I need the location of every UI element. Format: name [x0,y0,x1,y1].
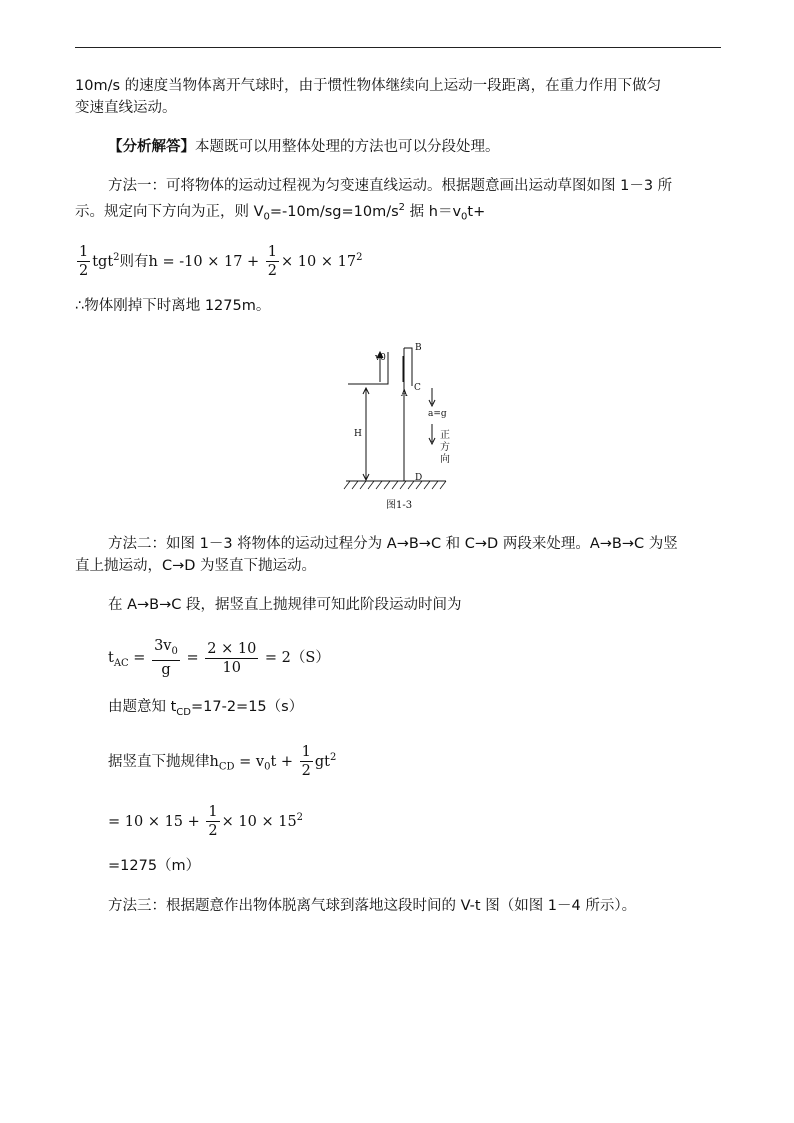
result-line-2: =1275（m） [108,858,201,874]
equation-calc: = 10 × 15 + $\frac{1}{2}$ × $10 \times 15^2$ [108,804,304,840]
label-B: B [415,343,422,353]
equation-tac: $t_{AC}$ = $\frac{3v_0}{g}$ = $\frac{2 \times 10}{10}$ = 2（S） [108,637,330,679]
method1-line: 方法一：可将物体的运动过程视为匀变速直线运动。根据题意画出运动草图如图 1－3 所 [108,178,673,194]
figure-caption: 图1-3 [386,500,413,511]
method1-line2: 示。规定向下方向为正，则 $V_0=-10m/sg=10m/s^2$ 据 $h=v_0t+$ [75,202,486,223]
paragraph-line: 10m/s 的速度当物体离开气球时，由于惯性物体继续向上运动一段距离，在重力作用下做匀 [75,78,662,94]
analysis-line [108,137,500,157]
figure-1-3 [340,338,450,520]
label-ag: a=g [428,409,447,419]
label-dir-3: 向 [440,454,450,465]
result-line-1: ∴物体刚掉下时离地 1275m。 [75,298,271,314]
label-C: C [414,383,421,393]
paragraph-line: 变速直线运动。 [75,100,177,116]
equation-1: $\frac{1}{2}$ tgt$^2$则有h = -10 × 17 + $\frac{1}{2}$ × $10 \times 17^2$ [79,244,363,280]
method3-line: 方法三：根据题意作出物体脱离气球到落地这段时间的 V-t 图（如图 1－4 所示）。 [108,898,637,914]
method2-line2: 直上抛运动，C→D 为竖直下抛运动。 [75,558,317,574]
label-D: D [415,473,423,483]
tcd-line: 由题意知 $t_{CD}=17-2=15(s)$ [108,699,304,718]
label-A: A [401,389,408,399]
label-v0: v0 [375,353,386,363]
motion-diagram [340,338,450,516]
method2-line3: 在 A→B→C 段，据竖直上抛规律可知此阶段运动时间为 [108,597,462,613]
equation-hcd: 据竖直下抛规律$h_{CD} = v_0t$ + $\frac{1}{2}$ $gt^2$ [108,744,337,780]
label-dir-2: 方 [440,442,450,453]
method2-line: 方法二：如图 1－3 将物体的运动过程分为 A→B→C 和 C→D 两段来处理。A→B→C 为竖 [108,536,678,552]
analysis-label: 【分析解答】 [108,139,195,155]
header-rule [75,47,721,48]
analysis-text: 本题既可以用整体处理的方法也可以分段处理。 [195,139,500,155]
label-H: H [354,429,362,439]
label-dir-1: 正 [440,430,450,441]
